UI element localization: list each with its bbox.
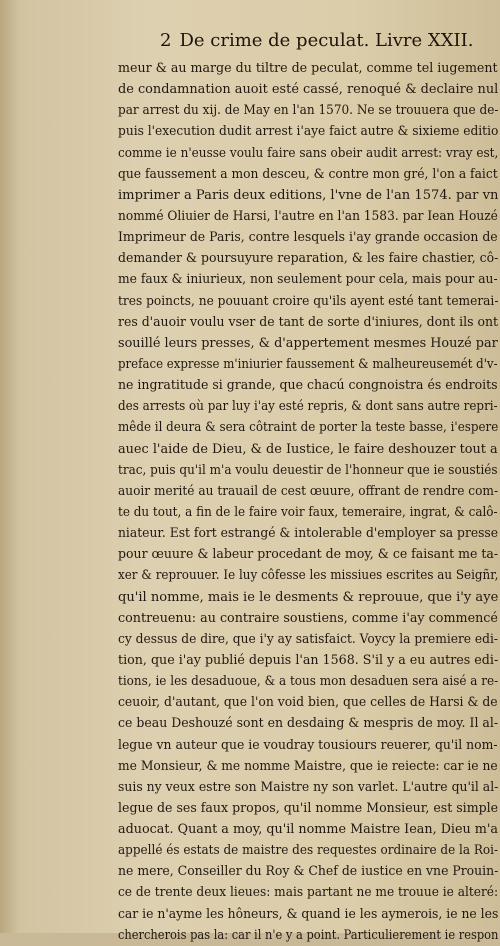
text-line: xer & reprouuer. Ie luy côfesse les missiues escrites au Seigñr, <box>118 568 499 584</box>
text-line: imprimer a Paris deux editions, l'vne de l'an 1574. par vn <box>118 187 499 203</box>
text-line: auec l'aide de Dieu, & de Iustice, le faire deshouzer tout a <box>118 441 498 457</box>
text-line: tions, ie les desaduoue, & a tous mon desaduen sera aisé a re- <box>118 674 499 690</box>
text-line: tion, que i'ay publié depuis l'an 1568. S'il y a eu autres edi- <box>118 652 499 668</box>
text-line: me Monsieur, & me nomme Maistre, que ie reiecte: car ie ne <box>118 758 498 774</box>
text-line: trac, puis qu'il m'a voulu deuestir de l'honneur que ie soustiés <box>118 462 498 478</box>
text-line: Imprimeur de Paris, contre lesquels i'ay grande occasion de <box>118 230 498 246</box>
text-line: qu'il nomme, mais ie le desments & reprouue, que i'y aye <box>118 589 499 605</box>
body-text <box>118 58 500 946</box>
text-line: suis ny veux estre son Maistre ny son varlet. L'autre qu'il al- <box>118 779 499 795</box>
text-line: me faux & iniurieux, non seulement pour cela, mais pour au- <box>118 272 498 288</box>
text-line: cy dessus de dire, que i'y ay satisfaict. Voycy la premiere edi- <box>118 631 499 647</box>
text-line: comme ie n'eusse voulu faire sans obeir audit arrest: vray est, <box>118 145 499 161</box>
text-line: ce beau Deshouzé sont en desdaing & mespris de moy. Il al- <box>118 716 499 732</box>
text-line: tres poincts, ne pouuant croire qu'ils ayent esté tant temerai- <box>118 293 499 309</box>
text-line: demander & poursuyure reparation, & les faire chastier, cô- <box>118 251 499 267</box>
running-title: De crime de peculat. Livre XXII. <box>179 30 474 51</box>
text-line: meur & au marge du tiltre de peculat, comme tel iugement <box>118 61 498 76</box>
text-line: ne mere, Conseiller du Roy & Chef de iustice en vne Prouin- <box>118 864 499 880</box>
text-line: pour œuure & labeur procedant de moy, & ce faisant me ta- <box>118 547 499 563</box>
text-line: de condamnation auoit esté cassé, renoqué & declaire nul <box>118 82 499 98</box>
text-line: chercherois pas la: car il n'e y a point. Particulierement ie respon <box>118 927 499 943</box>
text-line: niateur. Est fort estrangé & intolerable d'employer sa presse <box>118 526 499 542</box>
text-line: preface expresse m'iniurier faussement & malheureusemét d'v- <box>118 356 498 372</box>
running-head <box>160 30 480 52</box>
text-line: legue de ses faux propos, qu'il nomme Monsieur, est simple <box>118 800 499 816</box>
text-line: que faussement a mon desceu, & contre mon gré, l'on a faict <box>118 166 498 182</box>
page-number: 2 <box>160 30 172 51</box>
text-line: te du tout, a fin de le faire voir faux, temeraire, ingrat, & calô- <box>118 504 498 520</box>
text-line: ne ingratitude si grande, que chacú congnoistra és endroits <box>118 378 498 394</box>
text-line: des arrests où par luy i'ay esté repris, & dont sans autre repri- <box>118 399 498 415</box>
text-line: nommé Oliuier de Harsi, l'autre en l'an 1583. par Iean Houzé <box>118 208 498 224</box>
text-line: ceuoir, d'autant, que l'on void bien, que celles de Harsi & de <box>118 695 498 711</box>
text-line: appellé és estats de maistre des requestes ordinaire de la Roi- <box>118 843 499 859</box>
text-line: contreuenu: au contraire soustiens, comme i'ay commencé <box>118 610 498 626</box>
text-line: res d'auoir voulu vser de tant de sorte d'iniures, dont ils ont <box>118 314 499 330</box>
text-line: puis l'execution dudit arrest i'aye faict autre & sixieme editio <box>118 124 499 140</box>
text-line: souillé leurs presses, & d'appertement mesmes Houzé par <box>118 335 498 351</box>
text-line: car ie n'ayme les hôneurs, & quand ie les aymerois, ie ne les <box>118 906 499 922</box>
text-line: mêde il deura & sera côtraint de porter la teste basse, i'espere <box>118 420 499 436</box>
text-line: par arrest du xij. de May en l'an 1570. Ne se trouuera que de- <box>118 103 499 119</box>
text-line: legue vn auteur que ie voudray tousiours reuerer, qu'il nom- <box>118 737 498 753</box>
text-line: aduocat. Quant a moy, qu'il nomme Maistre Iean, Dieu m'a <box>118 822 499 838</box>
text-line: ce de trente deux lieues: mais partant ne me trouue ie alteré: <box>118 885 499 901</box>
text-line: auoir merité au trauail de cest œuure, offrant de rendre com- <box>118 483 499 499</box>
